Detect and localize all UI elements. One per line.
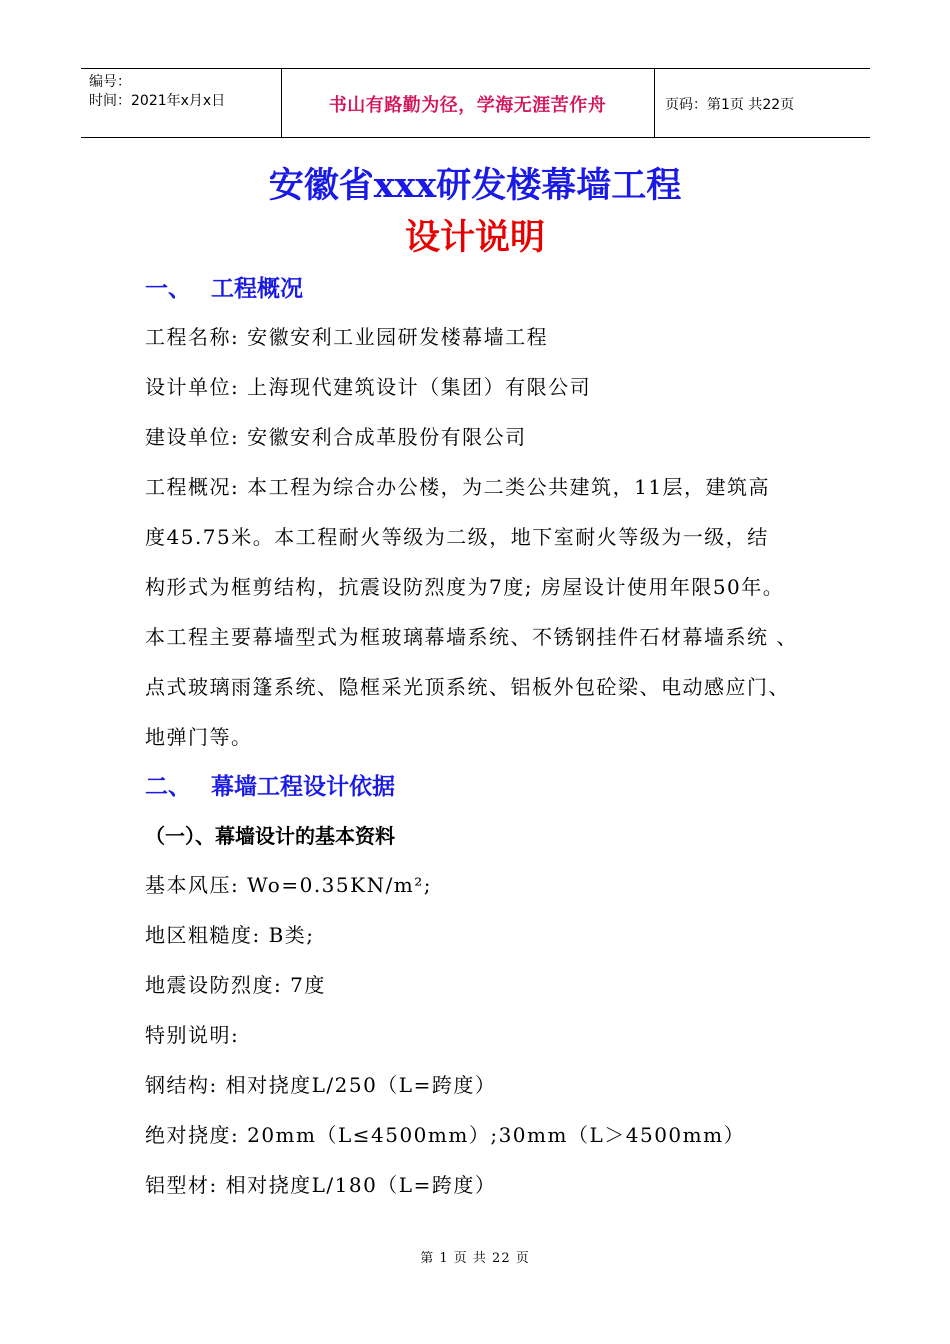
section-number: 二、: [145, 774, 191, 800]
paragraph-line: 基本风压: Wo=0.35KN/m²;: [145, 873, 433, 897]
paragraph-line: 构形式为框剪结构，抗震设防烈度为7度; 房屋设计使用年限50年。: [145, 575, 785, 599]
page-header: [81, 68, 870, 138]
paragraph-line: 地震设防烈度: 7度: [145, 973, 326, 997]
paragraph-line: 建设单位: 安徽安利合成革股份有限公司: [145, 425, 527, 449]
paragraph-line: 地弹门等。: [145, 725, 253, 749]
paragraph-line: 地区粗糙度: B类;: [145, 923, 315, 947]
header-meta: [89, 73, 225, 111]
paragraph-line: 度45.75米。本工程耐火等级为二级，地下室耐火等级为一级，结: [145, 525, 769, 549]
section-heading: [145, 270, 303, 303]
section-title: 工程概况: [211, 276, 303, 302]
header-divider: [654, 69, 655, 137]
paragraph-line: 工程名称: 安徽安利工业园研发楼幕墙工程: [145, 325, 549, 349]
paragraph-line: 点式玻璃雨篷系统、隐框采光顶系统、铝板外包砼梁、电动感应门、: [145, 675, 790, 699]
doc-title: 安徽省xxx研发楼幕墙工程: [268, 165, 682, 206]
header-motto: 书山有路勤为径，学海无涯苦作舟: [328, 95, 607, 116]
doc-subtitle: 设计说明: [404, 217, 545, 258]
paragraph-line: 特别说明:: [145, 1023, 240, 1047]
subsection-heading: （一）、幕墙设计的基本资料: [145, 824, 395, 848]
paragraph-line: 钢结构: 相对挠度L/250（L=跨度）: [145, 1073, 497, 1097]
doc-time-label: 时间：2021年x月x日: [89, 93, 226, 109]
paragraph-line: 本工程主要幕墙型式为框玻璃幕墙系统、不锈钢挂件石材幕墙系统 、: [145, 625, 798, 649]
page-footer: 第 1 页 共 22 页: [420, 1251, 530, 1266]
paragraph-line: 设计单位: 上海现代建筑设计（集团）有限公司: [145, 375, 592, 399]
paragraph-line: 工程概况: 本工程为综合办公楼，为二类公共建筑，11层，建筑高: [145, 475, 771, 499]
doc-number-label: 编号：: [89, 74, 131, 90]
section-heading: [145, 768, 395, 801]
section-title: 幕墙工程设计依据: [211, 774, 395, 800]
paragraph-line: 绝对挠度: 20mm（L≤4500mm）;30mm（L＞4500mm）: [145, 1123, 746, 1147]
paragraph-line: 铝型材: 相对挠度L/180（L=跨度）: [145, 1173, 497, 1197]
section-number: 一、: [145, 276, 191, 302]
header-page-info: 页码：第1页 共22页: [665, 97, 795, 113]
